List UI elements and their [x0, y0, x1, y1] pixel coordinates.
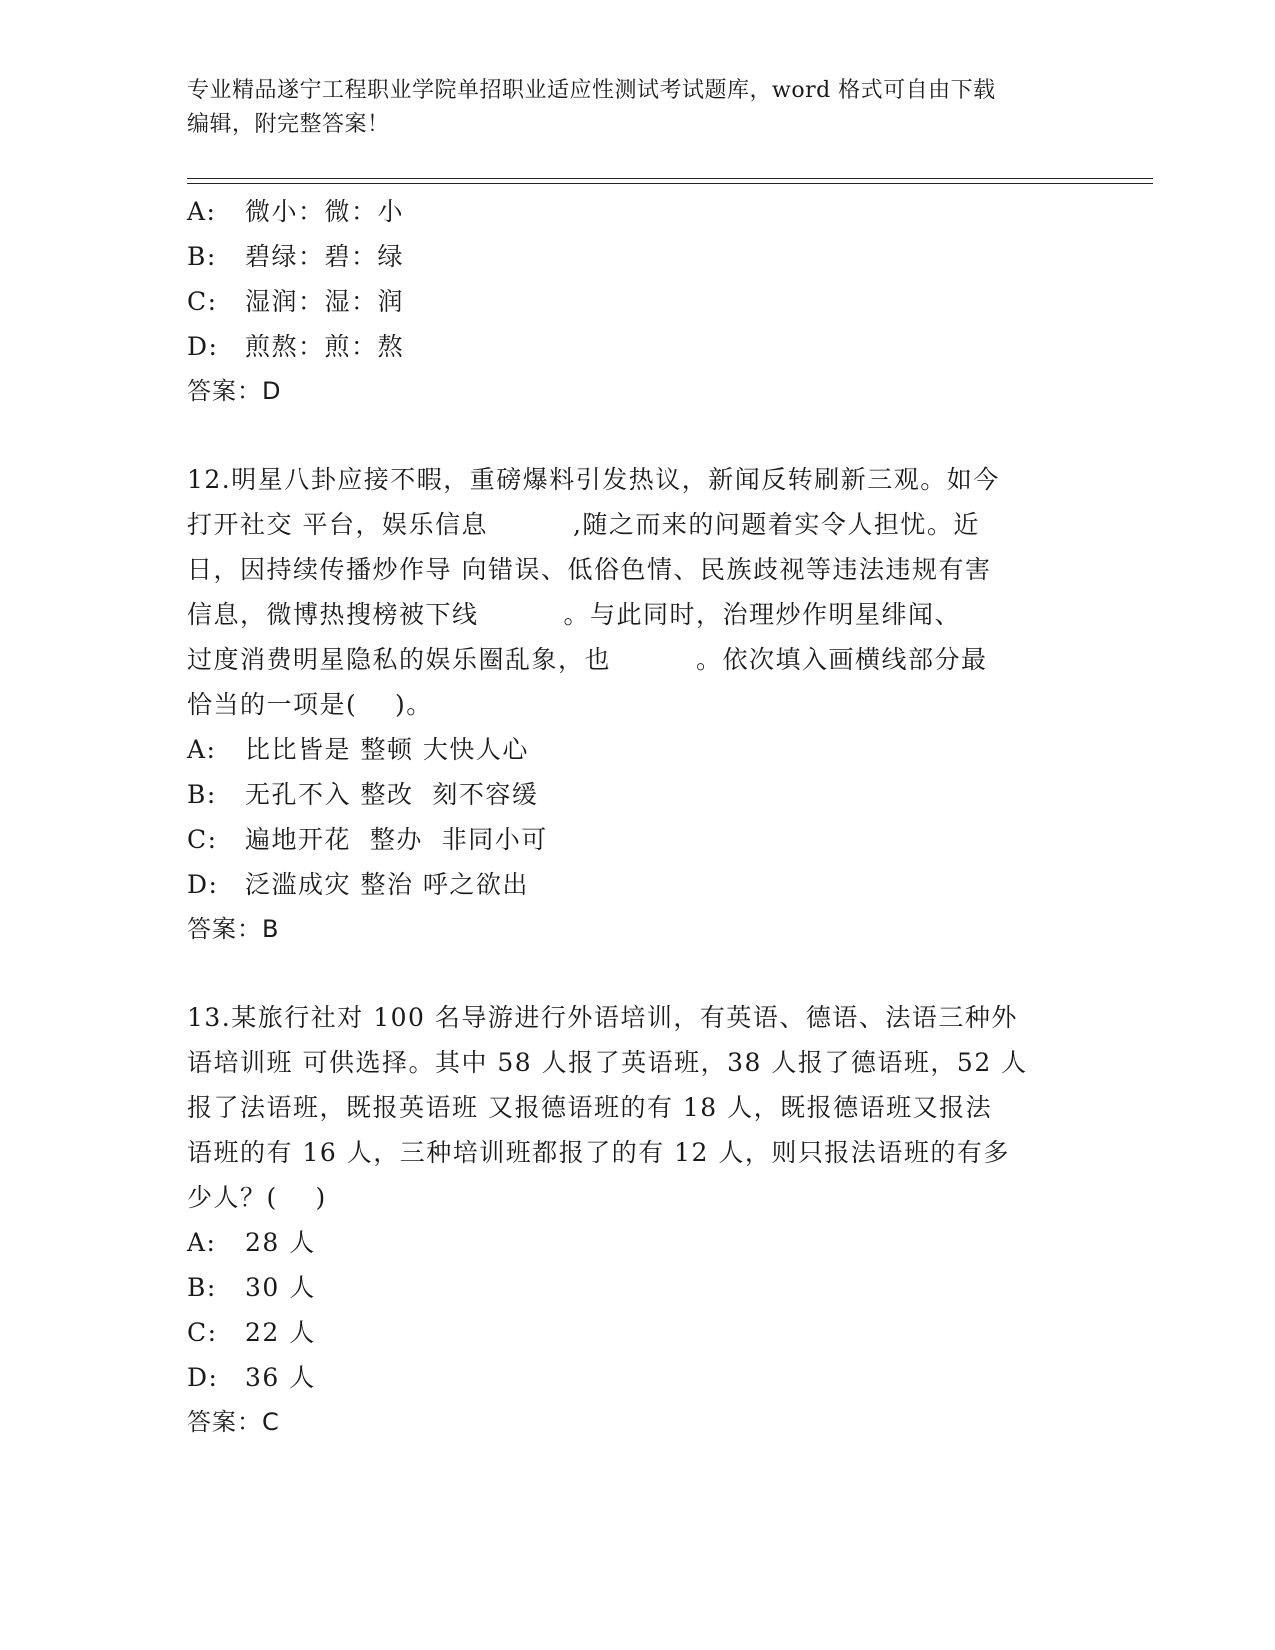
stem-line: 13.某旅行社对 100 名导游进行外语培训，有英语、德语、法语三种外 — [187, 1003, 1018, 1032]
option-label: A: — [187, 735, 217, 764]
option-label: C: — [187, 825, 218, 854]
stem-line: 日，因持续传播炒作导 向错误、低俗色情、民族歧视等违法违规有害 — [187, 555, 992, 584]
option-text: 遍地开花 整办 非同小可 — [245, 825, 548, 854]
option-label: A: — [187, 197, 217, 226]
answer: 答案：B — [187, 915, 280, 943]
option-text: 煎熬：煎：熬 — [245, 332, 405, 361]
option-label: B: — [187, 242, 217, 271]
option-label: B: — [187, 1273, 217, 1302]
option-b — [187, 234, 1077, 279]
stem-line: 语班的有 16 人，三种培训班都报了的有 12 人，则只报法语班的有多 — [187, 1138, 1010, 1167]
answer: 答案：D — [187, 377, 282, 405]
option-c — [187, 279, 1077, 324]
stem-line: 12.明星八卦应接不暇，重磅爆料引发热议，新闻反转刷新三观。如今 — [187, 465, 1000, 494]
option-text: 碧绿：碧：绿 — [245, 242, 405, 271]
header-line-1: 专业精品遂宁工程职业学院单招职业适应性测试考试题库，word 格式可自由下载 — [187, 78, 996, 103]
stem-line: 语培训班 可供选择。其中 58 人报了英语班，38 人报了德语班，52 人 — [187, 1048, 1028, 1077]
option-b — [187, 1265, 1077, 1310]
option-text: 比比皆是 整顿 大快人心 — [245, 735, 529, 764]
option-label: C: — [187, 1318, 218, 1347]
stem-line: 信息，微博热搜榜被下线 。与此同时，治理炒作明星绯闻、 — [187, 600, 962, 629]
option-label: B: — [187, 780, 217, 809]
option-text: 湿润：湿：润 — [245, 287, 405, 316]
option-label: D: — [187, 332, 219, 361]
option-text: 36 人 — [245, 1363, 316, 1392]
stem-line: 打开社交 平台，娱乐信息 ,随之而来的问题着实令人担忧。近 — [187, 510, 980, 539]
option-text: 微小：微：小 — [245, 197, 405, 226]
question-12 — [187, 457, 1077, 952]
option-label: A: — [187, 1228, 217, 1257]
option-c — [187, 1310, 1077, 1355]
option-text: 无孔不入 整改 刻不容缓 — [245, 780, 539, 809]
option-d — [187, 1355, 1077, 1400]
document-body — [187, 189, 1077, 1445]
option-text: 30 人 — [245, 1273, 316, 1302]
option-b — [187, 772, 1077, 817]
header-line-2: 编辑，附完整答案！ — [187, 112, 390, 137]
option-c — [187, 817, 1077, 862]
option-a — [187, 189, 1077, 234]
answer: 答案：C — [187, 1408, 280, 1436]
option-d — [187, 324, 1077, 369]
option-a — [187, 727, 1077, 772]
question-stem — [187, 457, 1077, 727]
option-a — [187, 1220, 1077, 1265]
stem-line: 过度消费明星隐私的娱乐圈乱象，也 。依次填入画横线部分最 — [187, 645, 988, 674]
option-d — [187, 862, 1077, 907]
stem-line: 少人？( ) — [187, 1183, 327, 1212]
stem-line: 恰当的一项是( )。 — [187, 690, 433, 719]
option-text: 泛滥成灾 整治 呼之欲出 — [245, 870, 529, 899]
option-label: D: — [187, 1363, 219, 1392]
document-header — [187, 74, 1077, 142]
question-11 — [187, 189, 1077, 414]
option-label: C: — [187, 287, 218, 316]
question-stem — [187, 995, 1077, 1220]
option-label: D: — [187, 870, 219, 899]
stem-line: 报了法语班，既报英语班 又报德语班的有 18 人，既报德语班又报法 — [187, 1093, 993, 1122]
question-13 — [187, 995, 1077, 1445]
option-text: 22 人 — [245, 1318, 316, 1347]
header-divider-bottom — [187, 183, 1153, 184]
option-text: 28 人 — [245, 1228, 316, 1257]
header-divider-top — [187, 178, 1153, 179]
